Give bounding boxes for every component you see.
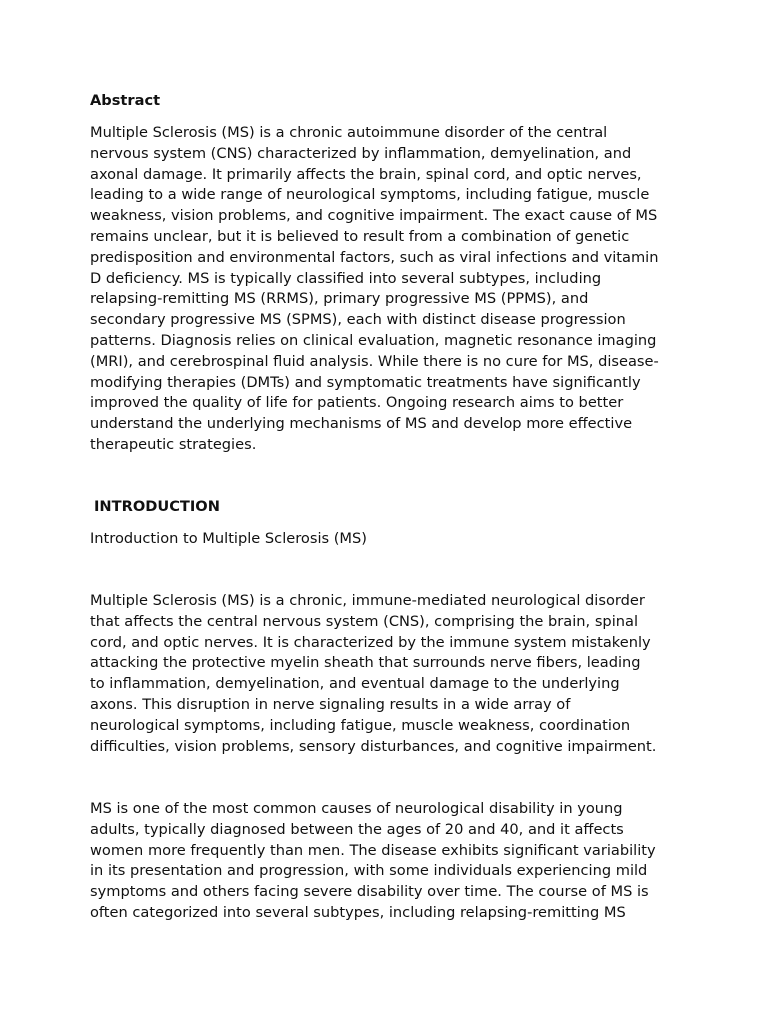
- text-line: leading to a wide range of neurological symptoms, including fatigue, muscle: [90, 186, 650, 204]
- text-line: Multiple Sclerosis (MS) is a chronic, immune-mediated neurological disorder: [90, 592, 645, 609]
- introduction-paragraph-2: [90, 799, 690, 924]
- introduction-heading: INTRODUCTION: [94, 498, 220, 515]
- text-line: often categorized into several subtypes, including relapsing-remitting MS: [90, 903, 626, 921]
- introduction-subtitle: [90, 529, 690, 550]
- text-line: improved the quality of life for patients. Ongoing research aims to better: [90, 394, 624, 412]
- text-line: adults, typically diagnosed between the ages of 20 and 40, and it affects: [90, 820, 624, 838]
- text-line: relapsing-remitting MS (RRMS), primary progressive MS (PPMS), and: [90, 290, 589, 308]
- text-line: predisposition and environmental factors, such as viral infections and vitamin: [90, 248, 659, 266]
- text-line: modifying therapies (DMTs) and symptomatic treatments have significantly: [90, 373, 641, 391]
- text-line: Introduction to Multiple Sclerosis (MS): [90, 530, 367, 547]
- abstract-paragraph: [90, 123, 690, 456]
- text-line: remains unclear, but it is believed to result from a combination of genetic: [90, 227, 630, 245]
- text-line: Multiple Sclerosis (MS) is a chronic autoimmune disorder of the central: [90, 124, 608, 141]
- text-line: secondary progressive MS (SPMS), each with distinct disease progression: [90, 311, 626, 329]
- text-line: neurological symptoms, including fatigue, muscle weakness, coordination: [90, 716, 631, 734]
- abstract-heading: Abstract: [90, 92, 161, 109]
- text-line: attacking the protective myelin sheath that surrounds nerve fibers, leading: [90, 654, 641, 672]
- text-line: patterns. Diagnosis relies on clinical evaluation, magnetic resonance imaging: [90, 331, 657, 349]
- text-line: understand the underlying mechanisms of MS and develop more effective: [90, 415, 633, 433]
- text-line: difficulties, vision problems, sensory disturbances, and cognitive impairment.: [90, 737, 657, 755]
- text-line: therapeutic strategies.: [90, 435, 257, 453]
- text-line: weakness, vision problems, and cognitive impairment. The exact cause of MS: [90, 207, 658, 225]
- text-line: nervous system (CNS) characterized by inflammation, demyelination, and: [90, 144, 632, 162]
- text-line: women more frequently than men. The disease exhibits significant variability: [90, 841, 656, 859]
- text-line: that affects the central nervous system (CNS), comprising the brain, spinal: [90, 612, 638, 630]
- text-line: axonal damage. It primarily affects the brain, spinal cord, and optic nerves,: [90, 165, 642, 183]
- text-line: symptoms and others facing severe disability over time. The course of MS is: [90, 883, 649, 901]
- introduction-paragraph-1: [90, 591, 690, 757]
- text-line: in its presentation and progression, with some individuals experiencing mild: [90, 862, 648, 880]
- text-line: to inflammation, demyelination, and eventual damage to the underlying: [90, 675, 620, 693]
- text-line: (MRI), and cerebrospinal fluid analysis. While there is no cure for MS, disease-: [90, 352, 659, 370]
- text-line: MS is one of the most common causes of neurological disability in young: [90, 800, 623, 817]
- text-line: axons. This disruption in nerve signaling results in a wide array of: [90, 695, 571, 713]
- text-line: cord, and optic nerves. It is characterized by the immune system mistakenly: [90, 633, 651, 651]
- text-line: D deficiency. MS is typically classified into several subtypes, including: [90, 269, 602, 287]
